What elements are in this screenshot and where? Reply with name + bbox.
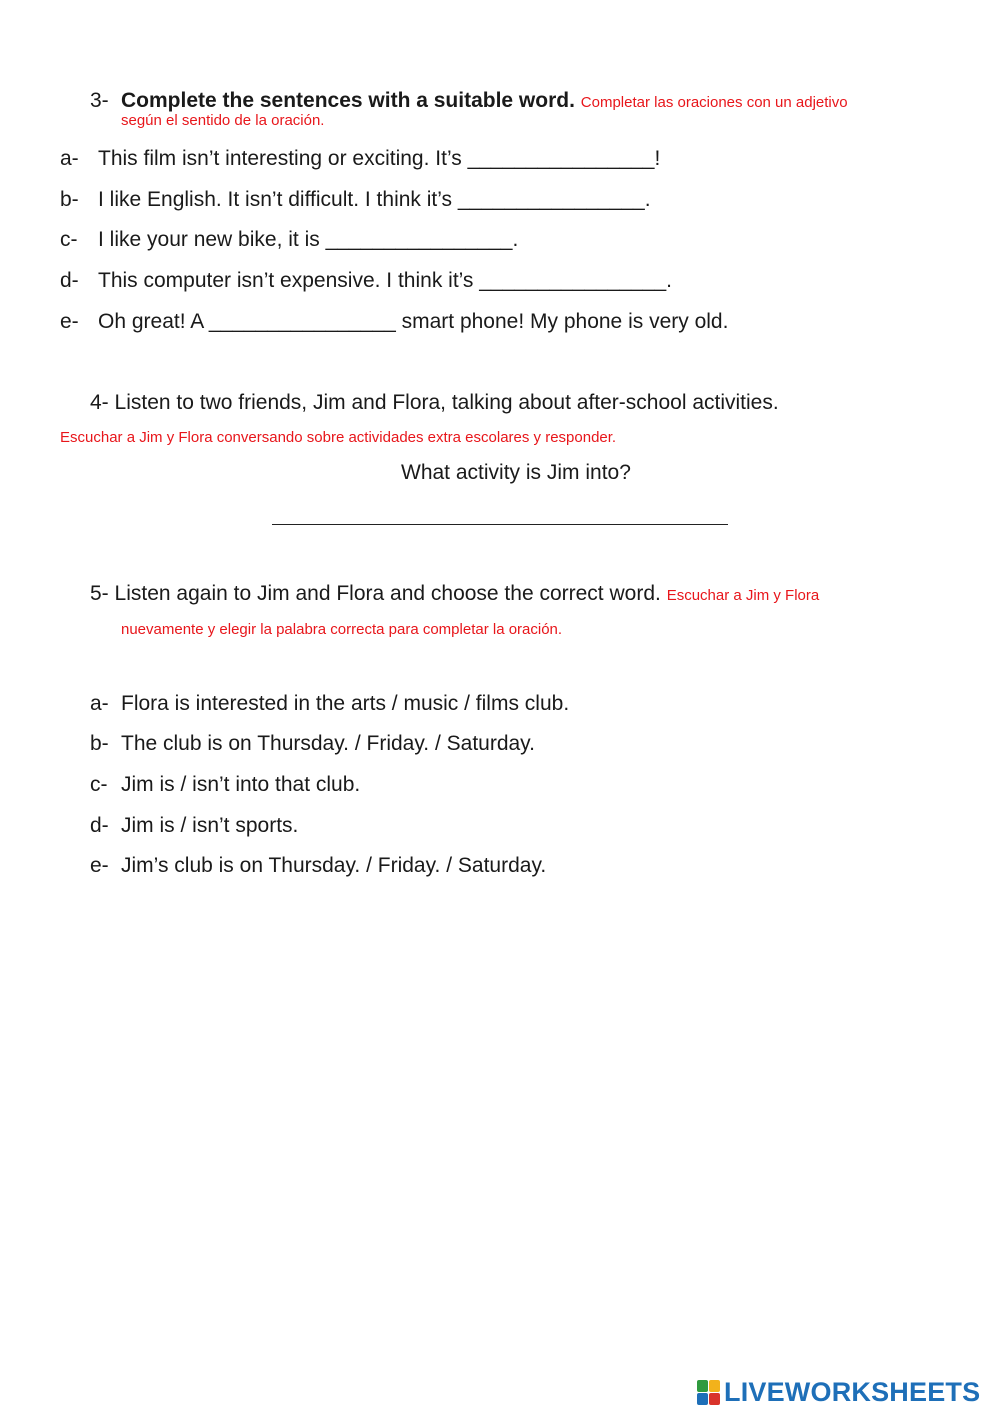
section-3-heading [121,89,848,113]
section-3-item [60,310,728,334]
item-letter: d- [90,814,109,837]
section-5-item [90,814,298,838]
item-letter: a- [60,147,79,170]
section-4-heading [90,391,779,415]
item-letter: e- [60,310,79,333]
item-letter: e- [90,854,109,877]
section-3-instruction-es-cont: según el sentido de la oración. [121,112,325,129]
section-5-item [90,732,535,756]
answer-input-line[interactable] [272,524,728,525]
section-5-item [90,854,546,878]
item-sentence: Oh great! A ________________ smart phone! My phone is very old. [98,310,729,333]
item-sentence[interactable]: Jim is / isn’t sports. [121,814,299,837]
liveworksheets-logo [697,1377,980,1408]
section-5-instruction-es: Escuchar a Jim y Flora [666,587,820,604]
item-sentence[interactable]: The club is on Thursday. / Friday. / Saturday. [121,732,535,755]
item-sentence: I like English. It isn’t difficult. I think it’s ________________. [98,188,651,211]
section-5-number: 5- [90,582,109,605]
section-5-text: Listen again to Jim and Flora and choose the correct word. [114,582,661,605]
item-sentence: This film isn’t interesting or exciting. It’s ________________! [98,147,661,170]
item-sentence[interactable]: Flora is interested in the arts / music / films club. [121,692,570,715]
item-sentence: I like your new bike, it is ________________. [98,228,519,251]
item-letter: b- [90,732,109,755]
section-4-instruction-es: Escuchar a Jim y Flora conversando sobre actividades extra escolares y responder. [60,429,617,446]
logo-text: LIVEWORKSHEETS [724,1377,981,1407]
section-4-question: What activity is Jim into? [401,461,631,484]
section-5-heading [90,582,819,606]
section-3-number: 3- [90,89,109,112]
section-5-item [90,773,360,797]
item-letter: d- [60,269,79,292]
section-3-title: Complete the sentences with a suitable word. [121,89,575,112]
liveworksheets-mark-icon [697,1380,721,1406]
item-letter: c- [90,773,108,796]
section-4-text: Listen to two friends, Jim and Flora, talking about after-school activities. [114,391,779,414]
section-5-instruction-es-cont: nuevamente y elegir la palabra correcta para completar la oración. [121,621,563,638]
section-3-item [60,269,672,293]
item-letter: a- [90,692,109,715]
item-letter: b- [60,188,79,211]
item-sentence[interactable]: Jim is / isn’t into that club. [121,773,361,796]
section-4-number: 4- [90,391,109,414]
item-letter: c- [60,228,78,251]
section-5-item [90,692,569,716]
section-3-instruction-es: Completar las oraciones con un adjetivo [580,94,848,111]
item-sentence: This computer isn’t expensive. I think it’s ________________. [98,269,672,292]
section-3-item [60,188,651,212]
item-sentence[interactable]: Jim’s club is on Thursday. / Friday. / Saturday. [121,854,547,877]
section-3-item [60,228,518,252]
section-3-item [60,147,660,171]
